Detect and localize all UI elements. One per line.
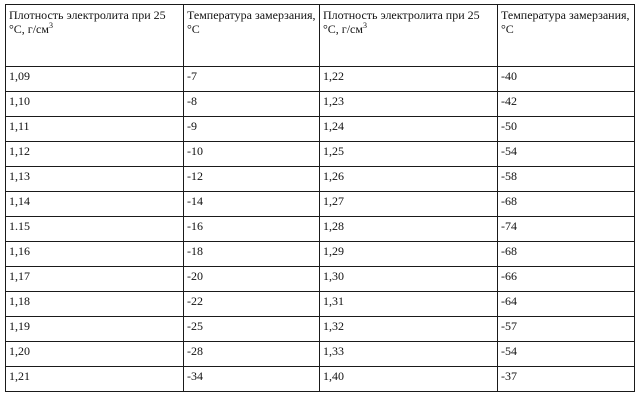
temperature-right-cell: -68 (498, 242, 635, 267)
density-right-cell: 1,29 (320, 242, 498, 267)
electrolyte-freezing-table (5, 4, 635, 392)
density-left-cell: 1,14 (6, 192, 184, 217)
density-right-cell: 1,27 (320, 192, 498, 217)
temperature-left-cell: -12 (184, 167, 320, 192)
table-row (6, 367, 635, 392)
density-right-cell: 1,32 (320, 317, 498, 342)
density-left-cell: 1,13 (6, 167, 184, 192)
density-left-cell: 1,18 (6, 292, 184, 317)
table-row (6, 242, 635, 267)
density-left-cell: 1,21 (6, 367, 184, 392)
density-right-cell: 1,30 (320, 267, 498, 292)
temperature-right-cell: -50 (498, 117, 635, 142)
table-row (6, 142, 635, 167)
table-header (6, 5, 635, 67)
table-row (6, 317, 635, 342)
density-left-cell: 1,09 (6, 67, 184, 92)
table-row (6, 92, 635, 117)
temperature-left-cell: -8 (184, 92, 320, 117)
density-left-cell: 1,11 (6, 117, 184, 142)
header-density-right: Плотность электролита при 25 °C, $г/см^3$ (320, 5, 498, 67)
density-right-cell: 1,25 (320, 142, 498, 167)
temperature-right-cell: -54 (498, 142, 635, 167)
temperature-right-cell: -74 (498, 217, 635, 242)
table-body (6, 67, 635, 392)
header-temperature-left: Температура замерзания, °С (184, 5, 320, 67)
density-right-cell: 1,26 (320, 167, 498, 192)
temperature-right-cell: -54 (498, 342, 635, 367)
header-density-left: Плотность электролита при 25 °C, $г/см^3$ (6, 5, 184, 67)
density-right-cell: 1,28 (320, 217, 498, 242)
table-row (6, 342, 635, 367)
density-right-cell: 1,22 (320, 67, 498, 92)
temperature-left-cell: -28 (184, 342, 320, 367)
temperature-left-cell: -20 (184, 267, 320, 292)
temperature-right-cell: -58 (498, 167, 635, 192)
header-density-left-sup: 3 (48, 21, 53, 30)
density-left-cell: 1,17 (6, 267, 184, 292)
density-right-cell: 1,33 (320, 342, 498, 367)
temperature-right-cell: -66 (498, 267, 635, 292)
header-row (6, 5, 635, 67)
temperature-left-cell: -25 (184, 317, 320, 342)
temperature-right-cell: -57 (498, 317, 635, 342)
density-left-cell: 1,10 (6, 92, 184, 117)
table-row (6, 67, 635, 92)
temperature-left-cell: -14 (184, 192, 320, 217)
density-right-cell: 1,23 (320, 92, 498, 117)
density-left-cell: 1,12 (6, 142, 184, 167)
temperature-left-cell: -9 (184, 117, 320, 142)
table-row (6, 167, 635, 192)
temperature-left-cell: -7 (184, 67, 320, 92)
density-left-cell: 1,20 (6, 342, 184, 367)
temperature-left-cell: -16 (184, 217, 320, 242)
density-left-cell: 1,19 (6, 317, 184, 342)
temperature-right-cell: -64 (498, 292, 635, 317)
temperature-right-cell: -42 (498, 92, 635, 117)
density-left-cell: 1,16 (6, 242, 184, 267)
table-row (6, 117, 635, 142)
table-row (6, 217, 635, 242)
temperature-left-cell: -10 (184, 142, 320, 167)
header-temperature-right: Температура замерзания, °С (498, 5, 635, 67)
table-row (6, 292, 635, 317)
temperature-right-cell: -68 (498, 192, 635, 217)
temperature-right-cell: -37 (498, 367, 635, 392)
density-right-cell: 1,24 (320, 117, 498, 142)
temperature-left-cell: -22 (184, 292, 320, 317)
density-left-cell: 1.15 (6, 217, 184, 242)
density-right-cell: 1,40 (320, 367, 498, 392)
temperature-right-cell: -40 (498, 67, 635, 92)
header-density-right-sup: 3 (362, 21, 367, 30)
table-row (6, 192, 635, 217)
temperature-left-cell: -34 (184, 367, 320, 392)
density-right-cell: 1,31 (320, 292, 498, 317)
temperature-left-cell: -18 (184, 242, 320, 267)
table-row (6, 267, 635, 292)
